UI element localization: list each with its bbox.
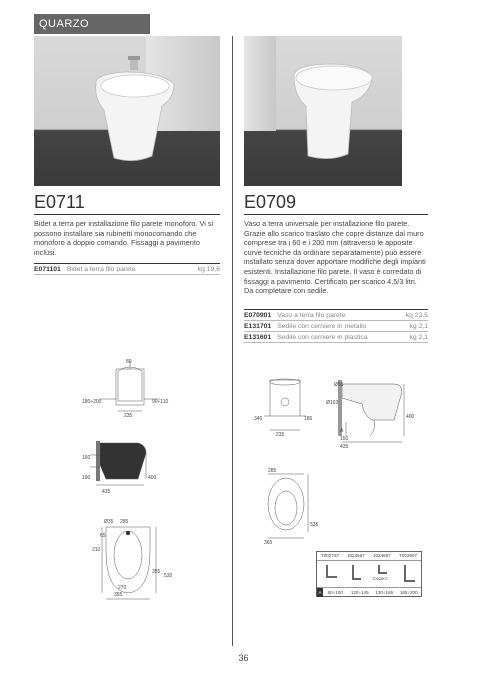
dim-label: 530 (164, 573, 173, 579)
dim-label: 210 (92, 547, 101, 553)
item-desc: Sedile con cerniere in plastica (277, 334, 368, 341)
right-description: Vaso a terra universale per installazione filo parete. Grazie allo scarico traslato che copre distanze dal muro comprese tra i 60 e i 200 mm (attraverso le apposite curve tecniche da ordinare separatamente) può essere installato senza dover apportare modifiche degli impianti esistenti. Installazione filo parete. Il vaso è corredato di fissaggi a pavimento. Certificato per scarico 4.5/3 litri. Da completare con sedile. (244, 219, 426, 296)
dim-label: 180÷200 (82, 399, 102, 405)
dim-label: 235 (124, 413, 133, 419)
dim-label: 340 (254, 416, 263, 422)
dim-label: 150 (340, 436, 349, 442)
item-code: E070901 (244, 312, 272, 319)
dim-label: 90÷110 (152, 399, 169, 405)
fitting-range: 120÷145 (350, 590, 369, 595)
item-code: E131701 (244, 323, 272, 330)
dim-label: Ø55 (334, 382, 344, 388)
item-desc: Vaso a terra filo parete (277, 312, 346, 319)
item-weight: kg 23,5 (405, 312, 428, 319)
right-product-code: E0709 (244, 192, 297, 212)
dim-label: 285 (268, 468, 277, 474)
dim-label: Ø35 (104, 519, 114, 525)
dim-label: Ø103 (326, 400, 339, 406)
dim-label: 435 (340, 444, 349, 450)
dim-label: 435 (102, 489, 111, 495)
fitting-range: 60÷100 (327, 590, 343, 595)
dim-label: A (340, 428, 344, 434)
page-number: 36 (238, 653, 249, 663)
item-code: E131601 (244, 334, 272, 341)
dim-label: 185 (304, 416, 313, 422)
dim-label: 160 (82, 455, 91, 461)
dim-label: 365 (264, 540, 273, 546)
item-weight: kg 2,1 (409, 323, 428, 330)
dim-label: 65 (100, 533, 106, 539)
item-desc: Sedile con cerniere in metallo (277, 323, 367, 330)
table-row (34, 264, 220, 275)
table-row (244, 310, 428, 321)
fitting-sub-code: T002807 (372, 576, 388, 581)
left-item-table (34, 263, 220, 275)
item-weight: kg 2,1 (409, 334, 428, 341)
fitting-range: 130÷165 (375, 590, 394, 595)
right-title-rule (244, 214, 428, 215)
left-title-rule (34, 214, 220, 215)
fitting-code: J024667 (347, 553, 365, 558)
dim-label: 235 (276, 432, 285, 438)
dim-label: 285 (120, 519, 129, 525)
left-description: Bidet a terra per installazione filo parete monoforo. Vi si possono installare sia rubinetti monocomando che monoforo a doppio comando. Fissaggi a pavimento inclusi. (34, 219, 214, 257)
bidet-technical-drawing (80, 355, 180, 605)
dim-label: 400 (406, 414, 415, 420)
item-code: E071101 (34, 266, 61, 273)
left-product-code: E0711 (34, 192, 85, 212)
fitting-row-label: A (318, 590, 322, 595)
dim-label: 400 (148, 475, 157, 481)
right-item-table (244, 309, 428, 343)
fitting-code: T002757 (320, 553, 340, 558)
wc-photo (244, 36, 402, 186)
fitting-code: J024667 (373, 553, 391, 558)
dim-label: 355 (114, 592, 123, 598)
dim-label: 270 (118, 585, 127, 591)
fitting-range: 165÷200 (399, 590, 418, 595)
table-row (244, 321, 428, 332)
fittings-table (316, 551, 422, 597)
item-desc: Bidet a terra filo parete (66, 266, 136, 273)
fitting-code: T002907 (398, 553, 418, 558)
bidet-photo (34, 36, 220, 186)
fitting-pipes-icon (317, 561, 421, 587)
section-tag: QUARZO (34, 14, 150, 34)
table-row (244, 332, 428, 343)
dim-label: 535 (310, 522, 319, 528)
dim-label: 190 (82, 475, 91, 481)
column-divider (232, 36, 233, 646)
dim-label: 355 (152, 569, 161, 575)
item-weight: kg 19,6 (197, 266, 220, 273)
dim-label: 80 (126, 359, 132, 365)
